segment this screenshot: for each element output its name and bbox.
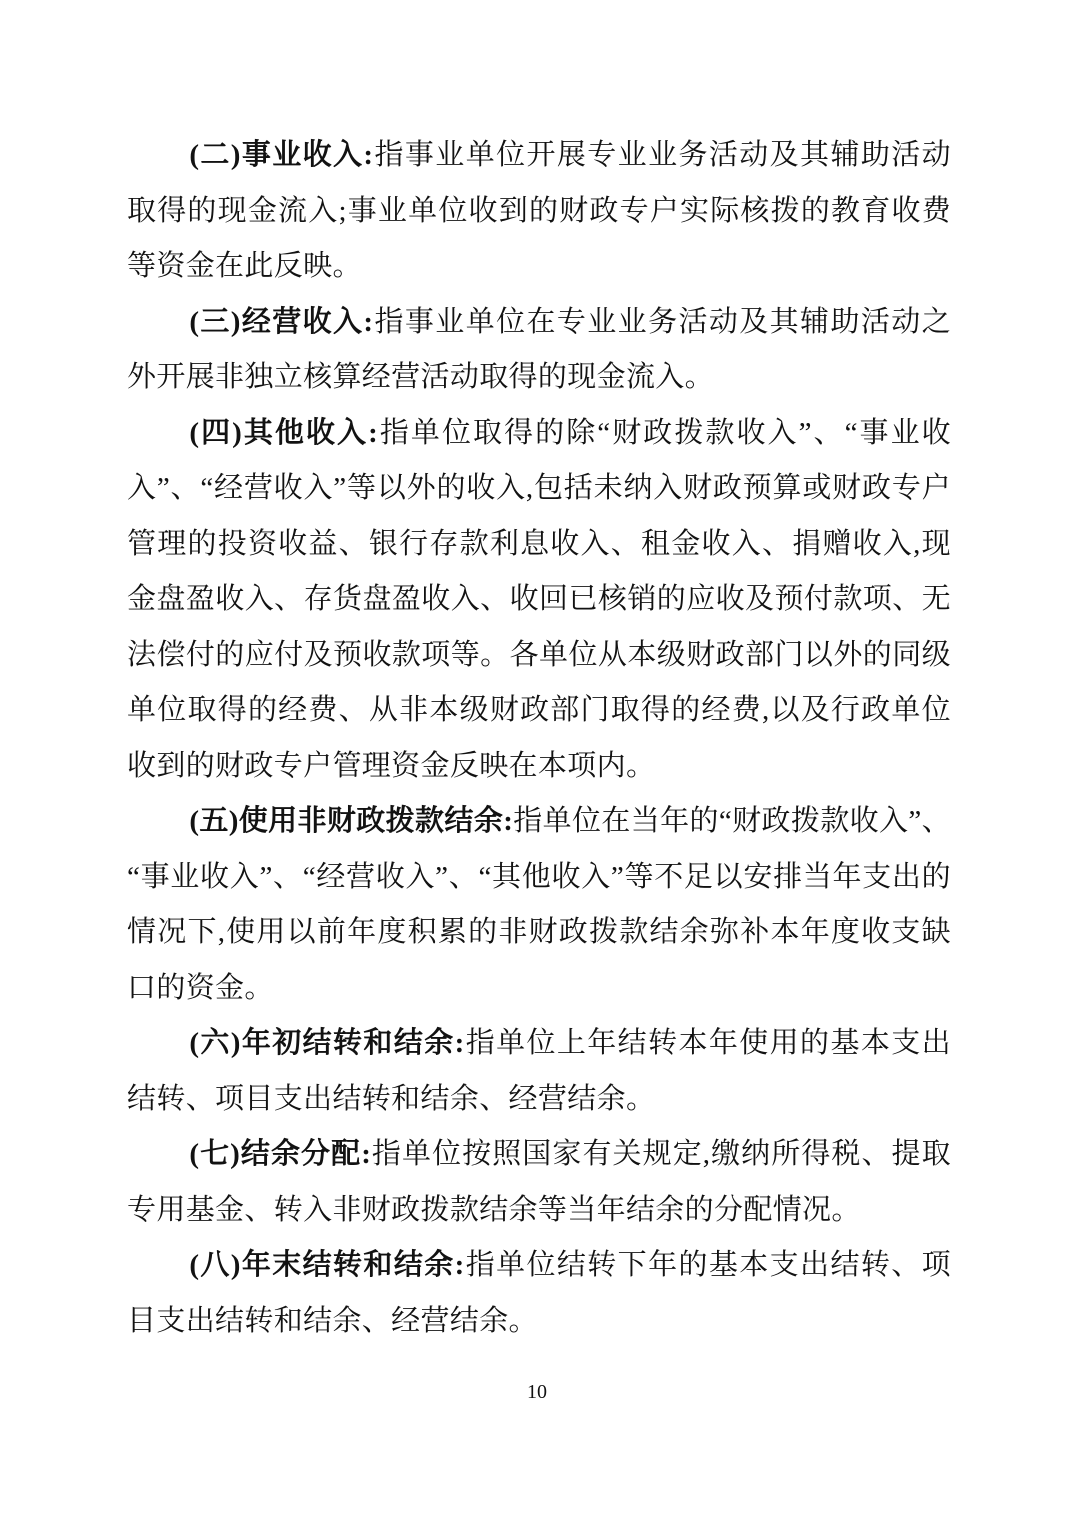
paragraph (127, 295, 951, 406)
term-label: (六)年初结转和结余: (189, 1027, 465, 1059)
term-label: (四)其他收入: (189, 416, 379, 449)
term-definition: 指单位在当年的“财政拨款收入”、“事业收入”、“经营收入”、“其他收入”等不足以安排当年支出的情况下,使用以前年度积累的非财政拨款结余弥补本年度收支缺口的资金。 (127, 805, 951, 1004)
term-label: (五)使用非财政拨款结余: (189, 805, 514, 837)
term-label: (八)年末结转和结余: (189, 1249, 465, 1281)
paragraph (127, 406, 951, 795)
paragraph (127, 1016, 951, 1127)
term-definition: 指单位取得的除“财政拨款收入”、“事业收入”、“经营收入”等以外的收入,包括未纳入财政预算或财政专户管理的投资收益、银行存款利息收入、租金收入、捐赠收入,现金盘盈收入、存货盘盈收入、收回已核销的应收及预付款项、无法偿付的应付及预收款项等。各单位从本级财政部门以外的同级单位取得的经费、从非本级财政部门取得的经费,以及行政单位收到的财政专户管理资金反映在本项内。 (127, 416, 951, 782)
term-label: (二)事业收入: (189, 139, 374, 171)
paragraph (127, 128, 951, 295)
term-label: (七)结余分配: (189, 1138, 372, 1170)
paragraph (127, 1127, 951, 1238)
page-number: 10 (527, 1381, 547, 1403)
term-definition: 指单位结转下年的基本支出结转、项目支出结转和结余、经营结余。 (127, 1249, 951, 1337)
paragraph (127, 794, 951, 1016)
paragraph (127, 1238, 951, 1349)
term-definition: 指事业单位开展专业业务活动及其辅助活动取得的现金流入;事业单位收到的财政专户实际核拨的教育收费等资金在此反映。 (127, 139, 951, 282)
term-label: (三)经营收入: (189, 305, 374, 338)
term-definition: 指单位按照国家有关规定,缴纳所得税、提取专用基金、转入非财政拨款结余等当年结余的分配情况。 (127, 1138, 951, 1226)
body-text (127, 128, 951, 1349)
term-definition: 指事业单位在专业业务活动及其辅助活动之外开展非独立核算经营活动取得的现金流入。 (127, 305, 951, 393)
term-definition: 指单位上年结转本年使用的基本支出结转、项目支出结转和结余、经营结余。 (127, 1027, 951, 1115)
